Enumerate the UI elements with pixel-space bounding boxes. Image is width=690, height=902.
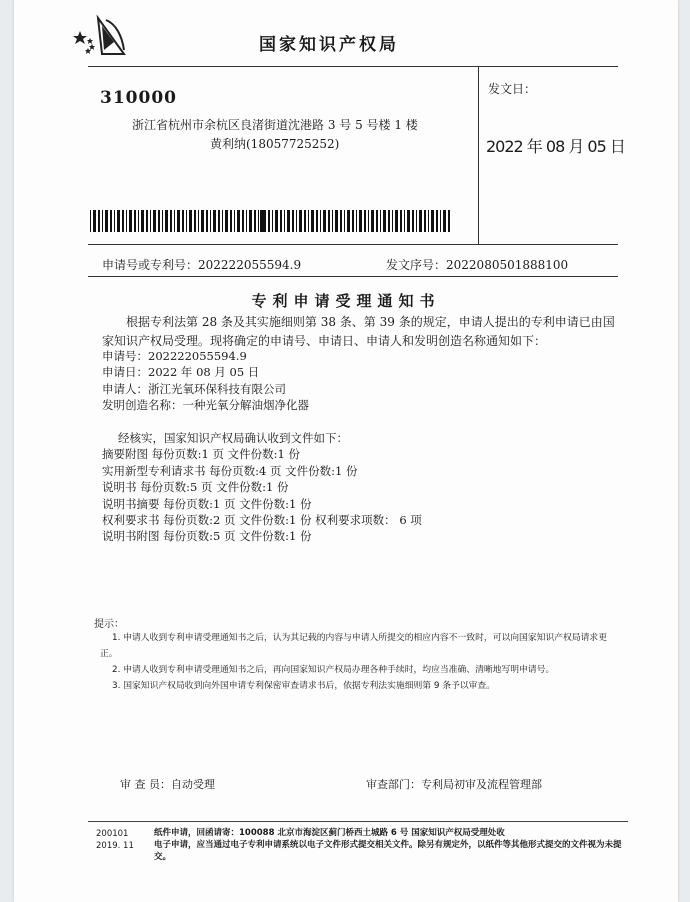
recipient-contact: 黄利纳(18057725252)	[210, 137, 340, 151]
file-line: 实用新型专利请求书 每份页数:4 页 文件份数:1 份	[102, 463, 358, 478]
reviewer: 审 查 员：自动受理	[120, 778, 215, 791]
notice-document	[14, 0, 678, 902]
detail-line: 申请日：2022 年 08 月 05 日	[102, 365, 260, 380]
file-line: 说明书 每份页数:5 页 文件份数:1 份	[102, 480, 289, 495]
review-department: 审查部门：专利局初审及流程管理部	[366, 778, 542, 791]
footer-notes	[154, 827, 626, 863]
tip-item: 3. 国家知识产权局收到向外国申请专利保密审查请求书后，依据专利法实施细则第 9 条予以审查。	[112, 681, 496, 691]
detail-line: 申请号：202222055594.9	[102, 349, 247, 363]
tips-title: 提示：	[94, 619, 124, 630]
serial-number	[386, 256, 568, 273]
form-code: 200101	[96, 829, 129, 839]
application-number	[102, 256, 301, 273]
received-files	[102, 430, 422, 545]
application-number-label: 申请号或专利号：	[102, 258, 199, 272]
header-top-rule	[88, 66, 618, 67]
serial-number-value: 2022080501888100	[446, 258, 569, 272]
footer-note: 纸件申请，回函请寄：100088 北京市海淀区蓟门桥西土城路 6 号 国家知识产权局受理处收	[154, 828, 505, 838]
file-line: 说明书附图 每份页数:5 页 文件份数:1 份	[102, 529, 312, 544]
files-intro: 经核实，国家知识产权局确认收到文件如下：	[118, 431, 348, 445]
header-divider	[478, 66, 479, 244]
application-number-value: 202222055594.9	[198, 258, 302, 272]
postcode: 310000	[100, 88, 177, 108]
barcode-right-icon	[260, 210, 450, 232]
barcode-left-icon	[90, 210, 264, 232]
tips-list	[100, 630, 622, 694]
issue-date-label: 发文日：	[488, 82, 537, 96]
cnipa-logo-icon	[72, 14, 128, 58]
detail-line: 发明创造名称：一种光氧分解油烟净化器	[102, 398, 309, 413]
header-bottom-rule	[88, 244, 618, 245]
info-rule	[88, 276, 618, 277]
file-line: 说明书摘要 每份页数:1 页 文件份数:1 份	[102, 496, 312, 511]
serial-number-label: 发文序号：	[386, 258, 447, 272]
tip-item: 1. 申请人收到专利申请受理通知书之后，认为其记载的内容与申请人所提交的相应内容不一致时，可以向国家知识产权局请求更正。	[100, 633, 608, 659]
tip-item: 2. 申请人收到专利申请受理通知书之后，再向国家知识产权局办理各种手续时，均应当准确、清晰地写明申请号。	[112, 665, 555, 675]
form-version: 2019. 11	[96, 841, 134, 851]
office-name: 国家知识产权局	[259, 35, 399, 55]
intro-paragraph: 根据专利法第 28 条及其实施细则第 38 条、第 39 条的规定，申请人提出的专利申请已由国家知识产权局受理。现将确定的申请号、申请日、申请人和发明创造名称通知如下：	[102, 315, 615, 348]
issue-date: 2022 年 08 月 05 日	[486, 137, 625, 156]
footer-note: 电子申请，应当通过电子专利申请系统以电子文件形式提交相关文件。除另有规定外，以纸件等其他形式提交的文件视为未提交。	[154, 840, 622, 862]
document-title: 专利申请受理通知书	[251, 292, 441, 310]
application-details	[102, 348, 309, 414]
recipient-address: 浙江省杭州市余杭区良渚街道沈港路 3 号 5 号楼 1 楼	[132, 118, 418, 132]
file-line: 摘要附图 每份页数:1 页 文件份数:1 份	[102, 447, 301, 462]
footer-rule	[88, 821, 628, 822]
file-line: 权利要求书 每份页数:2 页 文件份数:1 份 权利要求项数： 6 项	[102, 513, 422, 528]
detail-line: 申请人：浙江光氧环保科技有限公司	[102, 381, 286, 396]
